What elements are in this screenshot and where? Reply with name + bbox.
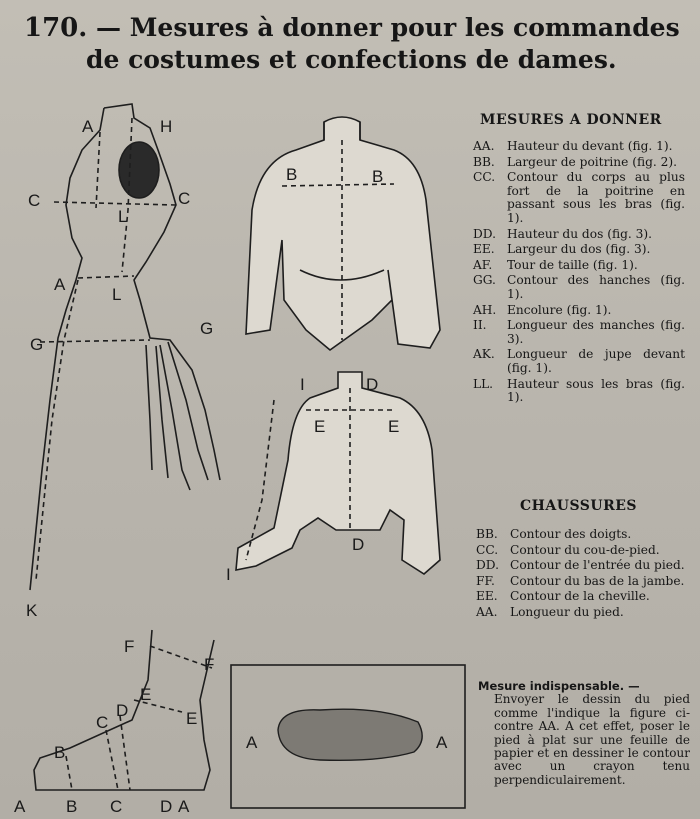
- label-I-bottom: I: [226, 565, 231, 584]
- shoes-title: CHAUSSURES: [520, 498, 637, 514]
- list-item: [473, 171, 685, 225]
- list-item: [473, 243, 685, 257]
- item-code: AA.: [476, 604, 498, 619]
- item-code: CC.: [476, 542, 499, 557]
- item-code: DD.: [476, 558, 499, 573]
- item-description: Contour de l'entrée du pied.: [510, 558, 685, 573]
- label-A-waist: A: [54, 275, 66, 294]
- label-C-base: C: [110, 797, 123, 816]
- item-code: DD.: [473, 226, 496, 241]
- item-code: AA.: [473, 139, 495, 153]
- list-item: [473, 259, 685, 273]
- armhole-shape: [119, 142, 159, 198]
- item-code: GG.: [473, 273, 496, 288]
- item-description: Largeur du dos (fig. 3).: [507, 242, 651, 257]
- measures-list: [473, 140, 685, 407]
- label-C-right: C: [178, 189, 191, 208]
- label-G-right: G: [200, 319, 214, 338]
- indispensable-note: [478, 680, 690, 787]
- item-description: Longueur du pied.: [510, 604, 624, 619]
- list-item: [473, 348, 685, 375]
- list-item: [473, 304, 685, 318]
- item-code: EE.: [473, 242, 495, 257]
- item-code: LL.: [473, 376, 494, 391]
- measures-title: MESURES A DONNER: [480, 112, 662, 128]
- label-A-heel: A: [14, 797, 26, 816]
- label-B-foot: B: [54, 743, 66, 762]
- label-K: K: [26, 601, 38, 620]
- section-number: 170.: [24, 13, 88, 43]
- label-C-foot: C: [96, 713, 109, 732]
- label-H: H: [160, 117, 173, 136]
- item-description: Contour du bas de la jambe.: [510, 573, 685, 588]
- item-description: Encolure (fig. 1).: [507, 302, 612, 317]
- sole-outline: [278, 709, 422, 760]
- item-description: Tour de taille (fig. 1).: [507, 257, 638, 272]
- list-item: [476, 528, 688, 542]
- item-code: BB.: [476, 527, 498, 541]
- item-code: AF.: [473, 257, 493, 272]
- label-E-foot-right: E: [186, 709, 198, 728]
- item-description: Contour du cou-de-pied.: [510, 542, 660, 557]
- label-A-sole-right: A: [436, 733, 448, 752]
- label-E-foot-left: E: [140, 685, 152, 704]
- label-A-toe: A: [178, 797, 190, 816]
- item-code: AH.: [473, 302, 497, 317]
- shoes-list: [476, 528, 688, 622]
- label-D-foot: D: [116, 701, 129, 720]
- label-C-left: C: [28, 191, 41, 210]
- item-description: Contour des hanches (fig. 1).: [507, 273, 685, 301]
- label-I-top: I: [300, 375, 305, 394]
- item-description: Hauteur sous les bras (fig. 1).: [507, 376, 685, 405]
- label-A-sole-left: A: [246, 733, 258, 752]
- item-code: EE.: [476, 589, 498, 604]
- item-description: Contour de la cheville.: [510, 589, 650, 604]
- item-description: Hauteur du devant (fig. 1).: [507, 139, 673, 153]
- item-code: AK.: [473, 347, 495, 362]
- note-title: Mesure indispensable. —: [478, 679, 640, 693]
- item-code: BB.: [473, 154, 495, 169]
- list-item: [476, 559, 688, 573]
- jacket-front-figure: [246, 117, 440, 350]
- label-B-base: B: [66, 797, 78, 816]
- item-code: CC.: [473, 170, 496, 185]
- body-form-figure: [30, 104, 220, 590]
- item-description: Longueur des manches (fig. 3).: [507, 318, 685, 346]
- label-B-left: B: [286, 165, 298, 184]
- label-G-left: G: [30, 335, 44, 354]
- label-L-lower: L: [112, 285, 122, 304]
- label-A-top: A: [82, 117, 94, 136]
- item-description: Longueur de jupe devant (fig. 1).: [507, 347, 685, 375]
- label-D-bottom: D: [352, 535, 365, 554]
- list-item: [476, 575, 688, 589]
- item-code: II.: [473, 318, 487, 333]
- item-description: Contour du corps au plus fort de la poitrine en passant sous les bras (fig. 1).: [507, 170, 685, 225]
- item-description: Largeur de poitrine (fig. 2).: [507, 154, 678, 169]
- label-E-right: E: [388, 417, 400, 436]
- label-F-left: F: [124, 637, 135, 656]
- heading-line-1: — Mesures à donner pour les commandes: [96, 13, 680, 42]
- list-item: [476, 590, 688, 604]
- jacket-back-figure: [236, 372, 440, 574]
- list-item: [476, 544, 688, 558]
- list-item: [473, 319, 685, 346]
- heading-line-2: de costumes et confections de dames.: [86, 45, 617, 74]
- label-F-right: F: [204, 655, 215, 674]
- list-item: [473, 156, 685, 170]
- note-body: Envoyer le dessin du pied comme l'indique la figure ci-contre AA. A cet effet, poser le pied à plat sur une feuille de papier et en dessiner le contour avec un crayon tenu perpendiculairement.: [494, 692, 690, 787]
- item-description: Contour des doigts.: [510, 527, 632, 541]
- list-item: [473, 228, 685, 242]
- item-description: Hauteur du dos (fig. 3).: [507, 226, 653, 241]
- list-item: [473, 274, 685, 301]
- label-B-right: B: [372, 167, 384, 186]
- list-item: [476, 606, 688, 620]
- label-L-upper: L: [118, 207, 128, 226]
- label-D-top: D: [366, 375, 379, 394]
- label-E-left: E: [314, 417, 326, 436]
- label-D-base: D: [160, 797, 173, 816]
- list-item: [473, 378, 685, 405]
- item-code: FF.: [476, 573, 495, 588]
- list-item: [473, 140, 685, 154]
